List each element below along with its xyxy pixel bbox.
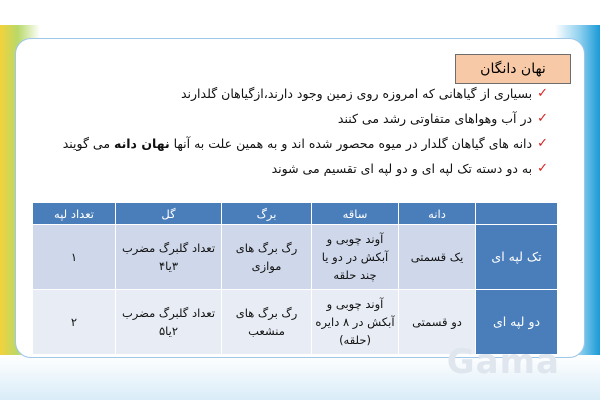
watermark-logo: Gama (446, 342, 560, 382)
bullet-text-bold: نهان دانه (114, 136, 170, 151)
bullet-text: در آب وهواهای متفاوتی رشد می کنند (337, 111, 533, 126)
bullet-text (63, 136, 532, 152)
header-cell-stem: ساقه (312, 203, 399, 225)
bullet-item (48, 161, 548, 177)
cell-stem: آوند چوبی و آبکش در ۸ دایره (حلقه) (312, 290, 399, 355)
table-row (33, 225, 558, 290)
check-icon: ✓ (537, 86, 548, 101)
slide-title: نهان دانگان (455, 54, 571, 84)
check-icon: ✓ (537, 111, 548, 126)
bullet-text: به دو دسته تک لپه ای و دو لپه ای تقسیم می شوند (271, 161, 533, 176)
cell-seed: یک قسمتی (399, 225, 476, 290)
bullet-text-before: دانه های گیاهان گلدار در میوه محصور شده اند و به همین علت به آنها (169, 136, 533, 151)
bullet-text: بسیاری از گیاهانی که امروزه روی زمین وجود دارند،ازگیاهان گلدارند (180, 86, 533, 101)
cell-flower: تعداد گلبرگ مضرب ۲یا۵ (116, 290, 222, 355)
header-cell-seed: دانه (399, 203, 476, 225)
cell-leaf: رگ برگ های موازی (222, 225, 312, 290)
header-cell-empty (476, 203, 558, 225)
comparison-table (32, 202, 558, 355)
bullet-item (48, 136, 548, 152)
bullet-item (48, 111, 548, 127)
cell-flower: تعداد گلبرگ مضرب ۳یا۴ (116, 225, 222, 290)
check-icon: ✓ (537, 136, 548, 151)
check-icon: ✓ (537, 161, 548, 176)
cell-count: ۱ (33, 225, 116, 290)
cell-stem: آوند چوبی و آبکش در دو یا چند حلقه (312, 225, 399, 290)
header-cell-flower: گل (116, 203, 222, 225)
bullet-item (48, 86, 548, 102)
header-cell-leaf: برگ (222, 203, 312, 225)
header-cell-cotyledon-count: تعداد لپه (33, 203, 116, 225)
cell-leaf: رگ برگ های منشعب (222, 290, 312, 355)
cell-count: ۲ (33, 290, 116, 355)
bullet-list (48, 86, 548, 186)
table-header-row (33, 203, 558, 225)
cell-seed: دو قسمتی (399, 290, 476, 355)
bullet-text-after: می گویند (62, 136, 114, 151)
row-label: تک لپه ای (476, 225, 558, 290)
row-label: دو لپه ای (476, 290, 558, 355)
